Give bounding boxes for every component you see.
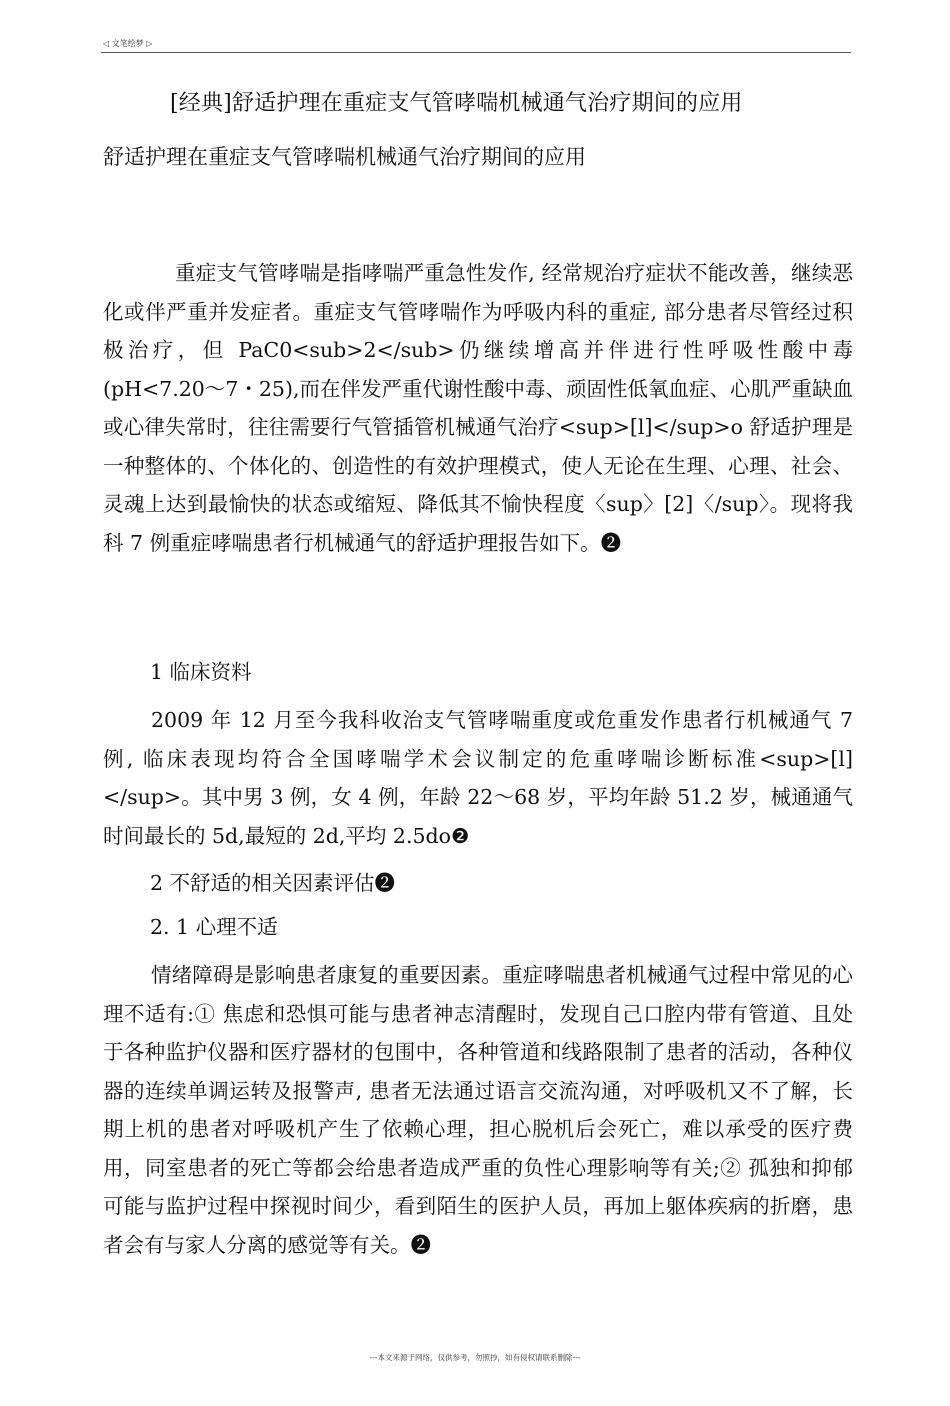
page-footer: ---本文来源于网络，仅供参考，勿照抄，如有侵权请联系删除---	[369, 1353, 581, 1362]
document-title: [经典]舒适护理在重症支气管哮喘机械通气治疗期间的应用	[170, 91, 743, 116]
intro-paragraph: 重症支气管哮喘是指哮喘严重急性发作, 经常规治疗症状不能改善，继续恶化或伴严重并发症者。重症支气管哮喘作为呼吸内科的重症, 部分患者尽管经过积极治疗，但 PaC0<sub>2</sub>仍继续增高并伴进行性呼吸性酸中毒(pH<7.20〜7・25),而在伴发严重代谢性酸中毒、顽固性低氧血症、心肌严重缺血或心律失常时，往往需要行气管插管机械通气治疗<sup>[l]</sup>o 舒适护理是一种整体的、个体化的、创造性的有效护理模式，使人无论在生理、心理、社会、灵魂上达到最愉快的状态或缩短、降低其不愉快程度〈sup〉[2]〈/sup〉。现将我科 7 例重症哮喘患者行机械通气的舒适护理报告如下。❷	[103, 261, 853, 555]
section-1-heading: 1 临床资料	[150, 660, 252, 684]
document-subtitle: 舒适护理在重症支气管哮喘机械通气治疗期间的应用	[103, 145, 586, 169]
header-divider	[101, 52, 851, 53]
section-1-paragraph: 2009 年 12 月至今我科收治支气管哮喘重度或危重发作患者行机械通气 7 例, 临床表现均符合全国哮喘学术会议制定的危重哮喘诊断标准<sup>[l]</sup>。其中男 3 例，女 4 例，年龄 22〜68 岁，平均年龄 51.2 岁，械通通气时间最长的 5d,最短的 2d,平均 2.5do❷	[103, 708, 853, 848]
section-2-1-paragraph: 情绪障碍是影响患者康复的重要因素。重症哮喘患者机械通气过程中常见的心理不适有:① 焦虑和恐惧可能与患者神志清醒时，发现自己口腔内带有管道、且处于各种监护仪器和医疗器材的包围中，各种管道和线路限制了患者的活动，各种仪器的连续单调运转及报警声, 患者无法通过语言交流沟通，对呼吸机又不了解，长期上机的患者对呼吸机产生了依赖心理，担心脱机后会死亡，难以承受的医疗费用，同室患者的死亡等都会给患者造成严重的负性心理影响等有关;② 孤独和抑郁可能与监护过程中探视时间少，看到陌生的医护人员，再加上躯体疾病的折磨，患者会有与家人分离的感觉等有关。❷	[103, 963, 853, 1257]
section-2-1-heading: 2. 1 心理不适	[150, 915, 278, 939]
page-header: ◁ 文笔绘梦 ▷	[103, 39, 153, 48]
section-2-heading: 2 不舒适的相关因素评估❷	[150, 871, 396, 895]
